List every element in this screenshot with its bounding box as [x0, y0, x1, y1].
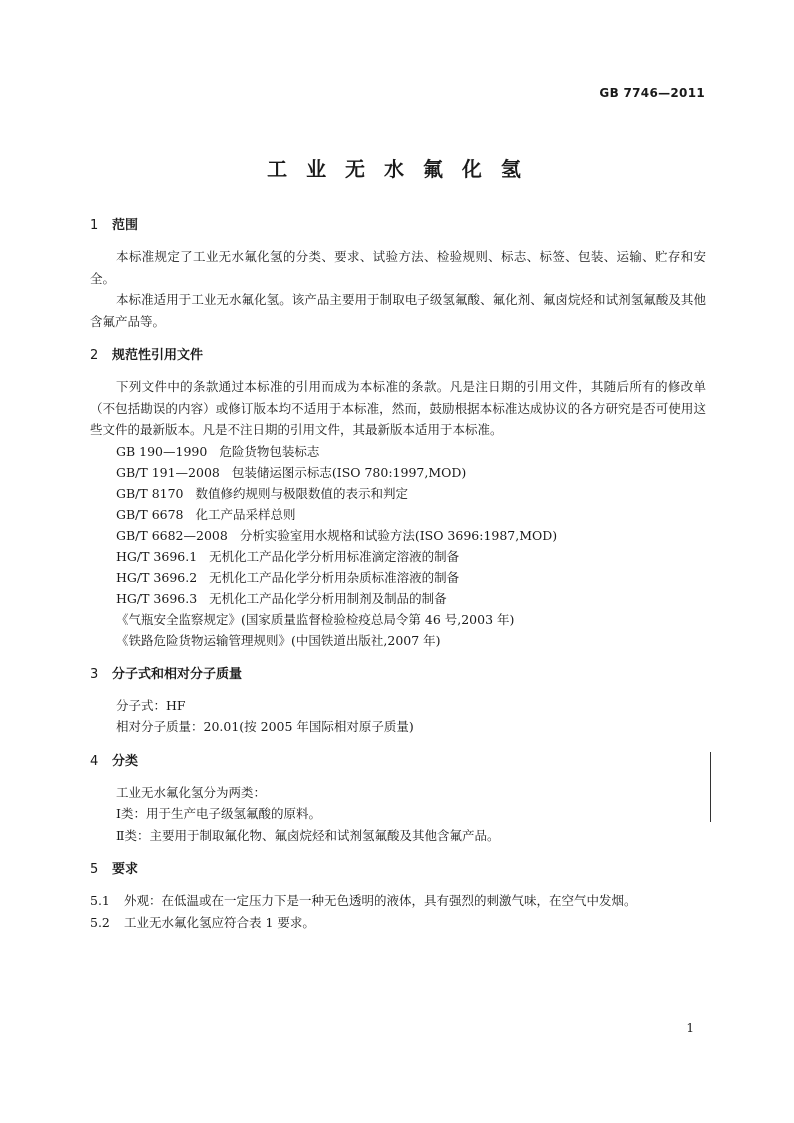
classification-intro: 工业无水氟化氢分为两类： [116, 784, 267, 800]
reference-title: 危险货物包装标志 [219, 443, 320, 459]
reference-item [90, 609, 706, 630]
reference-code: 《气瓶安全监察规定》 [116, 611, 242, 627]
reference-title: 无机化工产品化学分析用杂质标准溶液的制备 [209, 569, 460, 585]
section-heading-references [90, 344, 706, 368]
section-number: 3 [90, 666, 99, 682]
reference-title: 化工产品采样总则 [195, 506, 296, 522]
clause-text: 工业无水氟化氢应符合表 1 要求。 [124, 914, 315, 930]
reference-code: GB/T 6678 [116, 506, 184, 522]
reference-title: 包装储运图示标志(ISO 780:1997,MOD) [231, 464, 467, 480]
section-title: 规范性引用文件 [112, 348, 204, 363]
paragraph: 本标准规定了工业无水氟化氢的分类、要求、试验方法、检验规则、标志、标签、包装、运输、贮存和安全。 [90, 249, 706, 286]
section-number: 5 [90, 862, 99, 877]
reference-code: HG/T 3696.3 [116, 590, 198, 606]
section-number: 4 [90, 753, 99, 769]
reference-item [90, 567, 706, 588]
reference-code: 《铁路危险货物运输管理规则》 [116, 632, 292, 648]
reference-item [90, 588, 706, 609]
reference-code: GB/T 191—2008 [116, 464, 220, 480]
reference-code: GB/T 6682—2008 [116, 527, 228, 543]
requirement-item [90, 890, 706, 912]
classification-type-2: Ⅱ类：主要用于制取氟化物、氟卤烷烃和试剂氢氟酸及其他含氟产品。 [116, 827, 500, 843]
reference-title: 无机化工产品化学分析用标准滴定溶液的制备 [209, 548, 460, 564]
section-title: 范围 [112, 218, 139, 233]
paragraph: 下列文件中的条款通过本标准的引用而成为本标准的条款。凡是注日期的引用文件，其随后所有的修改单（不包括勘误的内容）或修订版本均不适用于本标准，然而，鼓励根据本标准达成协议的各方研究是否可使用这些文件的最新版本。凡是不注日期的引用文件，其最新版本适用于本标准。 [90, 379, 706, 437]
reference-item [90, 483, 706, 504]
reference-item [90, 630, 706, 651]
document-body [90, 214, 706, 933]
reference-code: GB 190—1990 [116, 443, 208, 459]
section-title: 要求 [112, 862, 139, 877]
section-heading-requirements [90, 858, 706, 882]
section-heading-classification [90, 750, 706, 774]
clause-number: 5.2 [90, 914, 110, 930]
requirement-item [90, 912, 706, 934]
formula-line: 分子式：HF [116, 697, 186, 713]
margin-change-bar [710, 752, 711, 822]
section-number: 2 [90, 348, 99, 363]
section-number: 1 [90, 218, 99, 233]
clause-text: 外观：在低温或在一定压力下是一种无色透明的液体，具有强烈的刺激气味，在空气中发烟。 [124, 893, 637, 908]
reference-code: HG/T 3696.1 [116, 548, 198, 564]
paragraph: 本标准适用于工业无水氟化氢。该产品主要用于制取电子级氢氟酸、氟化剂、氟卤烷烃和试剂氢氟酸及其他含氟产品等。 [90, 292, 706, 329]
page-number: 1 [686, 1021, 694, 1035]
reference-item [90, 525, 706, 546]
document-title: 工 业 无 水 氟 化 氢 [267, 157, 527, 181]
reference-item [90, 462, 706, 483]
reference-item [90, 504, 706, 525]
molecular-mass-line: 相对分子质量：20.01(按 2005 年国际相对原子质量) [116, 719, 414, 734]
classification-type-1: Ⅰ类：用于生产电子级氢氟酸的原料。 [116, 806, 321, 821]
section-title: 分子式和相对分子质量 [112, 666, 243, 682]
clause-number: 5.1 [90, 893, 110, 908]
reference-code: GB/T 8170 [116, 485, 184, 501]
reference-title: 数值修约规则与极限数值的表示和判定 [195, 485, 409, 501]
reference-item [90, 441, 706, 462]
section-heading-formula [90, 663, 706, 687]
reference-title: 分析实验室用水规格和试验方法(ISO 3696:1987,MOD) [239, 527, 558, 543]
section-title: 分类 [112, 753, 139, 769]
reference-title: 无机化工产品化学分析用制剂及制品的制备 [209, 590, 447, 606]
section-heading-scope [90, 214, 706, 238]
reference-title: (国家质量监督检验检疫总局令第 46 号,2003 年) [241, 611, 515, 627]
document-code: GB 7746—2011 [599, 86, 705, 100]
reference-title: (中国铁道出版社,2007 年) [291, 632, 441, 648]
reference-item [90, 546, 706, 567]
reference-code: HG/T 3696.2 [116, 569, 198, 585]
